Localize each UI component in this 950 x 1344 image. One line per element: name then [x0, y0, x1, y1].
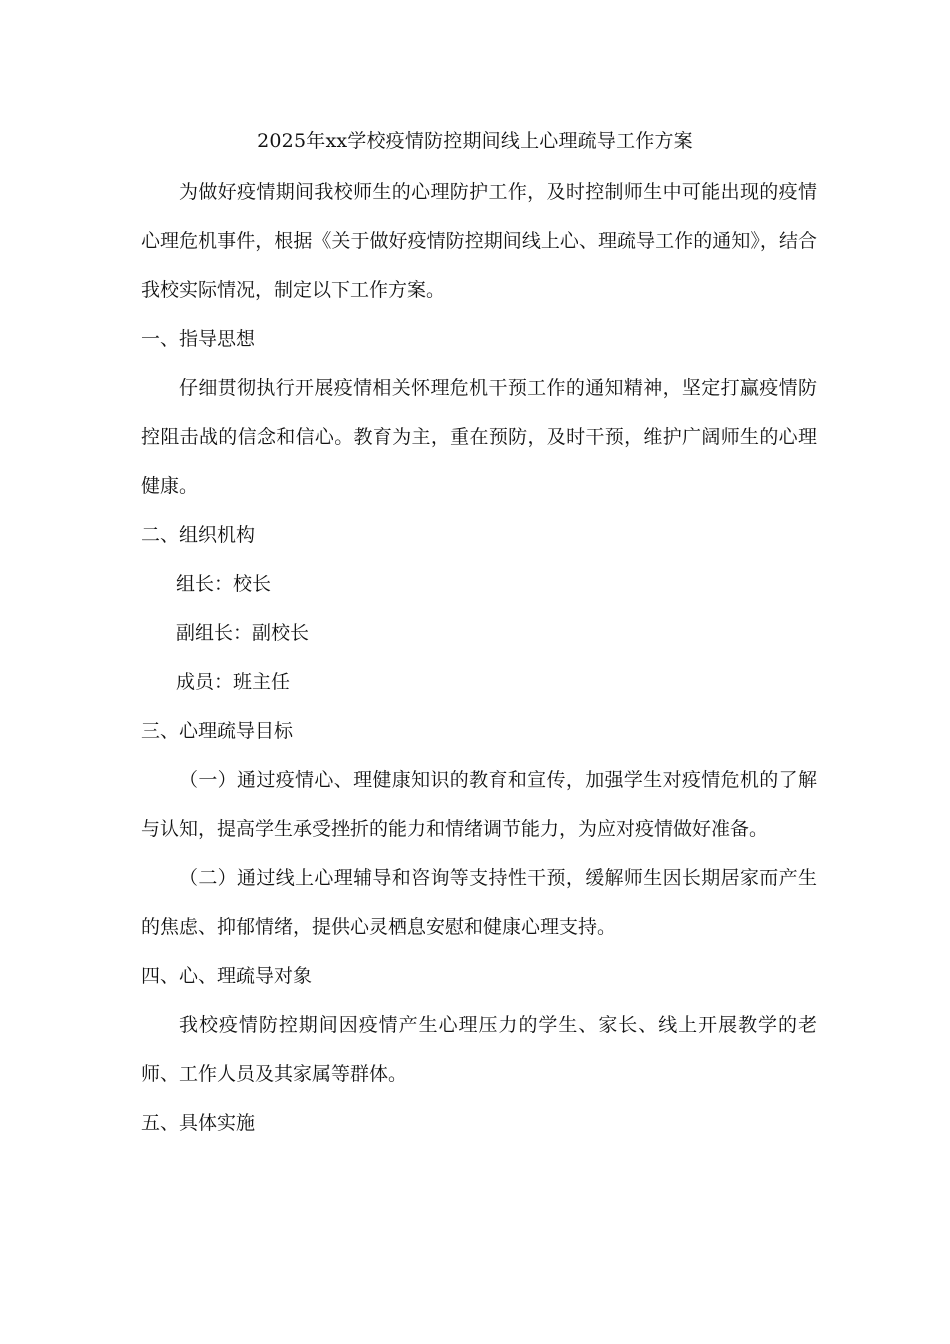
document-title: 2025年xx学校疫情防控期间线上心理疏导工作方案 — [257, 130, 693, 152]
organization-leader: 组长：校长 — [176, 573, 272, 595]
guiding-ideology-paragraph: 仔细贯彻执行开展疫情相关怀理危机干预工作的通知精神，坚定打赢疫情防控阻击战的信念和信心。教育为主，重在预防，及时干预，维护广阔师生的心理健康。 — [141, 377, 817, 497]
section-heading-goals: 三、心理疏导目标 — [141, 720, 294, 742]
organization-deputy-leader: 副组长：副校长 — [176, 622, 310, 644]
section-heading-guiding-ideology: 一、指导思想 — [141, 328, 256, 350]
organization-members: 成员：班主任 — [176, 671, 291, 693]
document-body — [141, 168, 817, 1148]
section-heading-organization: 二、组织机构 — [141, 524, 256, 546]
section-heading-targets: 四、心、理疏导对象 — [141, 965, 313, 987]
goal-paragraph-2: （二）通过线上心理辅导和咨询等支持性干预，缓解师生因长期居家而产生的焦虑、抑郁情绪，提供心灵栖息安慰和健康心理支持。 — [141, 867, 817, 938]
section-heading-implementation: 五、具体实施 — [141, 1112, 256, 1134]
goal-paragraph-1: （一）通过疫情心、理健康知识的教育和宣传，加强学生对疫情危机的了解与认知，提高学生承受挫折的能力和情绪调节能力，为应对疫情做好准备。 — [141, 769, 817, 840]
targets-paragraph: 我校疫情防控期间因疫情产生心理压力的学生、家长、线上开展教学的老师、工作人员及其家属等群体。 — [141, 1014, 817, 1085]
intro-paragraph: 为做好疫情期间我校师生的心理防护工作，及时控制师生中可能出现的疫情心理危机事件，根据《关于做好疫情防控期间线上心、理疏导工作的通知》，结合我校实际情况，制定以下工作方案。 — [141, 181, 817, 301]
